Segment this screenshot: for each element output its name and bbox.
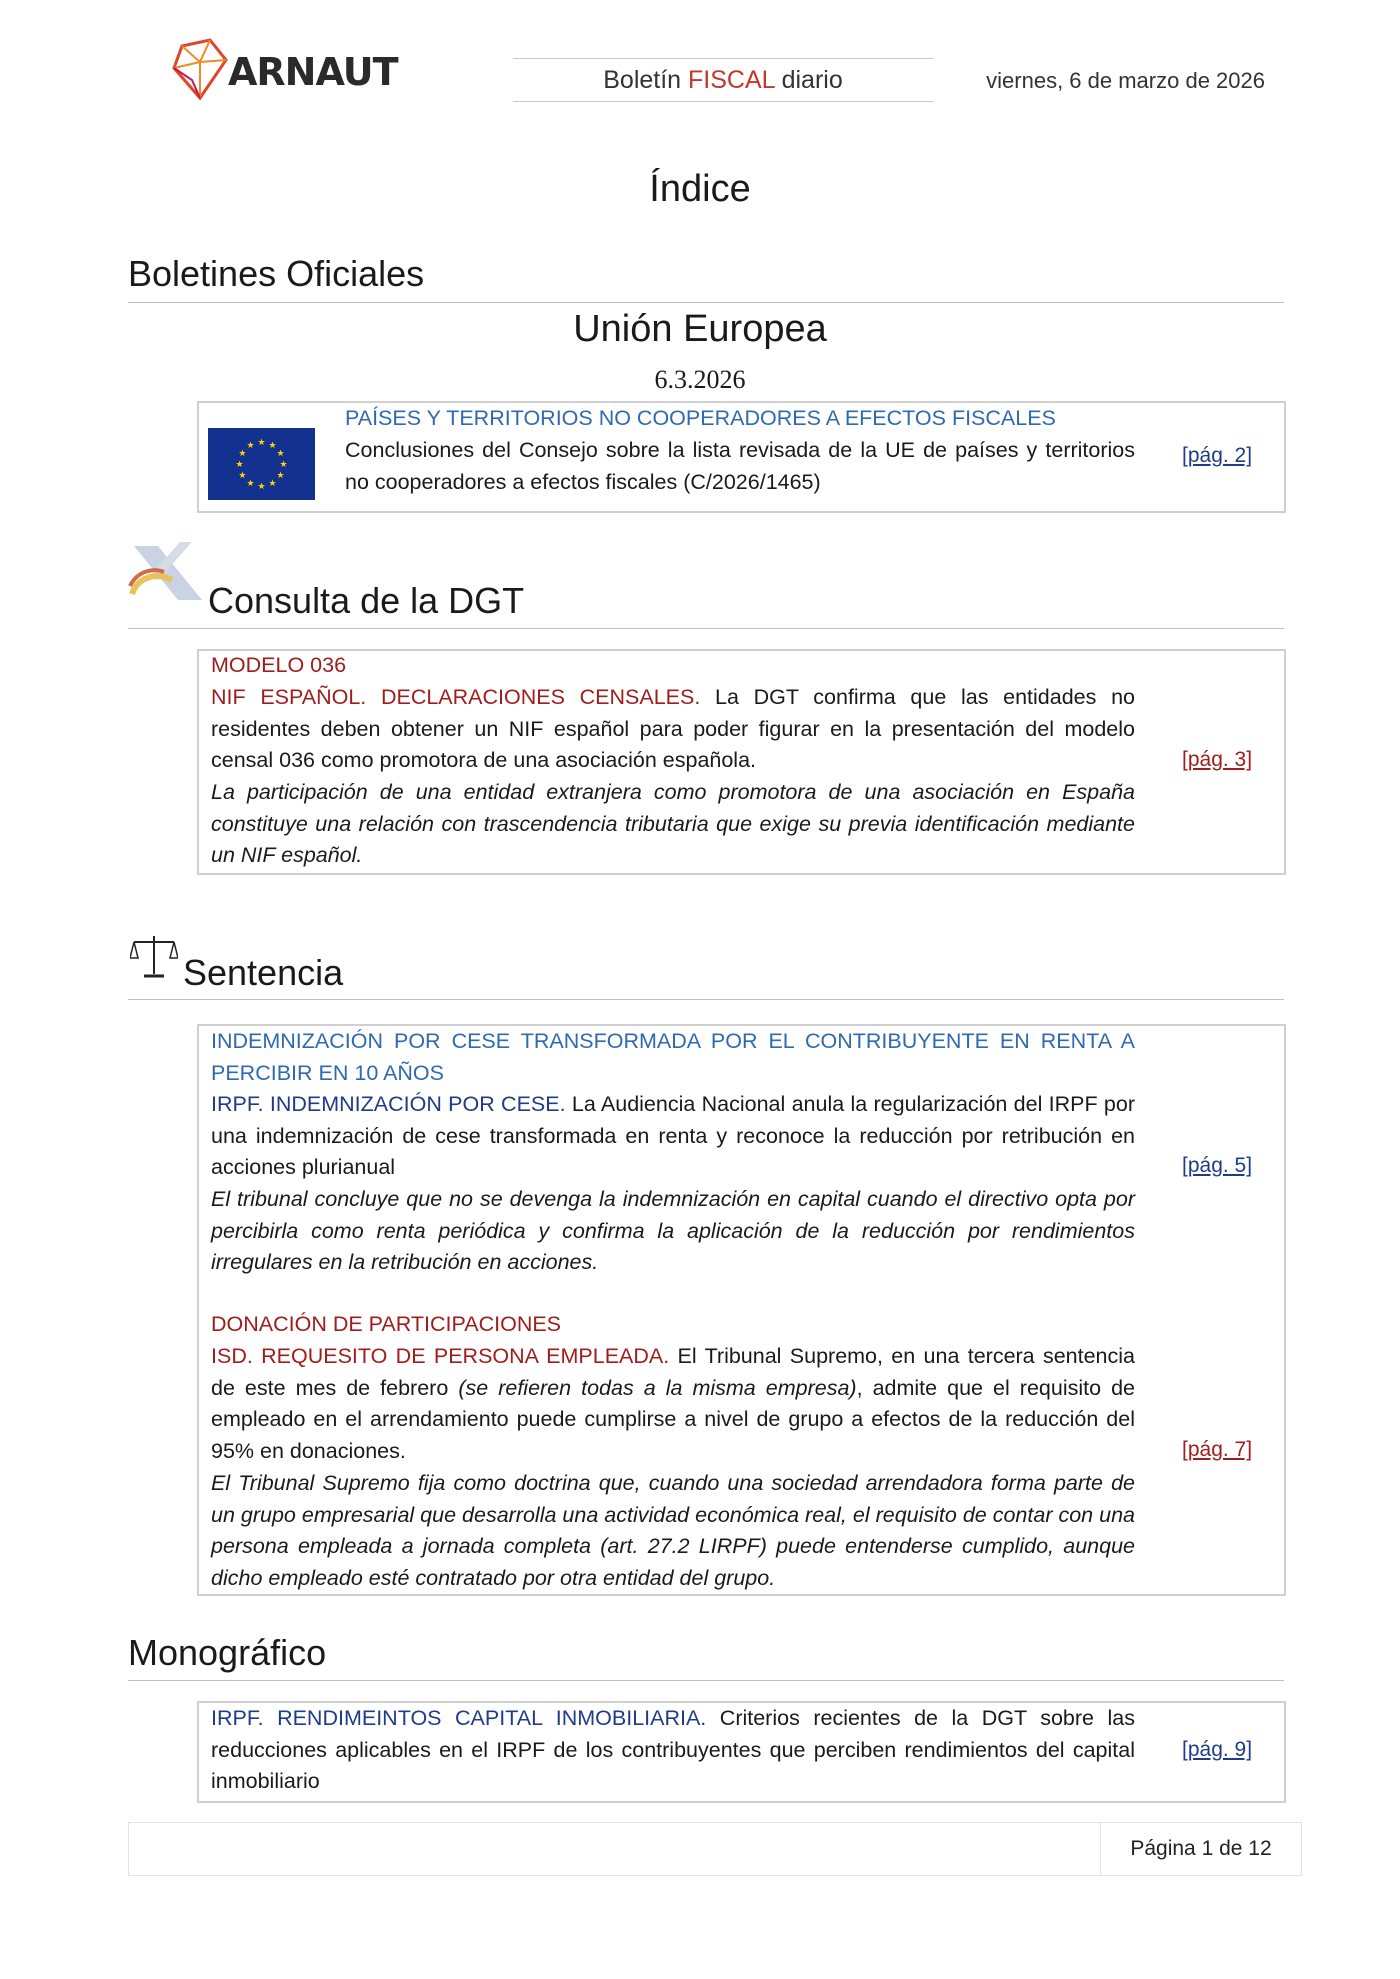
scales-of-justice-icon	[130, 932, 178, 982]
entry-lead: ISD. REQUESITO DE PERSONA EMPLEADA.	[211, 1344, 670, 1368]
entry-body: Conclusiones del Consejo sobre la lista revisada de la UE de países y territorios no cooperadores a efectos fiscales (C/2026/1465)	[345, 438, 1135, 494]
entry-body: ISD. REQUESITO DE PERSONA EMPLEADA. El Tribunal Supremo, en una tercera sentencia de este mes de febrero (se refieren todas a la misma empresa), admite que el requisito de empleado en el arrendamiento puede cumplirse a nivel de grupo a efectos de la reducción del 95% en donaciones.	[211, 1344, 1135, 1463]
page-number: Página 1 de 12	[1100, 1823, 1301, 1875]
divider	[128, 302, 1284, 303]
divider	[128, 628, 1284, 629]
section-title-monografico: Monográfico	[128, 1632, 327, 1673]
entry-lead: NIF ESPAÑOL. DECLARACIONES CENSALES.	[211, 685, 701, 709]
page-link[interactable]: [pág. 2]	[1182, 444, 1253, 467]
eu-star-icon: ★	[268, 478, 277, 489]
entry-body: NIF ESPAÑOL. DECLARACIONES CENSALES. La DGT confirma que las entidades no residentes deben obtener un NIF español para poder figurar en la presentación del modelo censal 036 como promotora de una asociación española.	[211, 685, 1135, 772]
eu-star-icon: ★	[276, 448, 285, 458]
eu-star-icon: ★	[276, 470, 285, 480]
index-title: Índice	[649, 168, 751, 210]
entry-lead: IRPF. INDEMNIZACIÓN POR CESE.	[211, 1092, 566, 1116]
eu-star-icon: ★	[279, 459, 288, 469]
section-title-dgt: Consulta de la DGT	[208, 580, 525, 621]
divider	[128, 999, 1284, 1000]
entry-category: INDEMNIZACIÓN POR CESE TRANSFORMADA POR EL CONTRIBUYENTE EN RENTA A PERCIBIR EN 10 AÑOS	[211, 1029, 1135, 1085]
bulletin-title: Boletín FISCAL diario	[513, 58, 933, 102]
header-date: viernes, 6 de marzo de 2026	[986, 68, 1265, 93]
eu-star-icon: ★	[246, 478, 255, 489]
region-title: Unión Europea	[573, 308, 827, 350]
eu-star-icon: ★	[238, 470, 247, 480]
entry-lead: IRPF. RENDIMEINTOS CAPITAL INMOBILIARIA.	[211, 1706, 707, 1730]
page-footer	[128, 1822, 1302, 1876]
entry-category: MODELO 036	[211, 653, 347, 677]
entry-summary: La participación de una entidad extranjera como promotora de una asociación en España constituye una relación con trascendencia tributaria que exige su previa identificación mediante un NIF español.	[211, 780, 1135, 867]
entry-body: IRPF. RENDIMEINTOS CAPITAL INMOBILIARIA. Criterios recientes de la DGT sobre las reducciones aplicables en el IRPF de los contribuyentes que perciben rendimientos del capital inmobiliario	[211, 1706, 1135, 1793]
eu-flag-icon	[208, 428, 315, 500]
arnaut-logo-icon	[170, 38, 230, 108]
divider	[128, 1680, 1284, 1681]
eu-star-icon: ★	[246, 439, 255, 450]
section-title-boletines: Boletines Oficiales	[128, 253, 425, 294]
eu-star-icon: ★	[235, 459, 244, 469]
entry-summary: El Tribunal Supremo fija como doctrina que, cuando una sociedad arrendadora forma parte de un grupo empresarial que desarrolla una actividad económica real, el requisito de contar con una persona empleada a jornada completa (art. 27.2 LIRPF) puede entenderse cumplido, aunque dicho empleado esté contratado por otra entidad del grupo.	[211, 1471, 1135, 1590]
page-link[interactable]: [pág. 3]	[1182, 748, 1253, 771]
tax-agency-icon	[128, 536, 208, 608]
eu-star-icon: ★	[257, 481, 266, 491]
section-title-sentencia: Sentencia	[183, 952, 344, 993]
logo-text: ARNAUT	[228, 50, 398, 94]
entry-body: IRPF. INDEMNIZACIÓN POR CESE. La Audiencia Nacional anula la regularización del IRPF por una indemnización de cese transformada en renta y reconoce la reducción por retribución en acciones plurianual	[211, 1092, 1135, 1179]
page-link[interactable]: [pág. 5]	[1182, 1154, 1253, 1177]
bulletin-date: 6.3.2026	[654, 365, 746, 394]
entry-category: PAÍSES Y TERRITORIOS NO COOPERADORES A EFECTOS FISCALES	[345, 406, 1056, 430]
entry-category: DONACIÓN DE PARTICIPACIONES	[211, 1312, 562, 1336]
eu-star-icon: ★	[257, 437, 266, 447]
page-link[interactable]: [pág. 7]	[1182, 1438, 1253, 1461]
arnaut-logo	[170, 38, 398, 108]
page-link[interactable]: [pág. 9]	[1182, 1738, 1253, 1761]
eu-star-icon: ★	[268, 439, 277, 450]
eu-star-icon: ★	[238, 448, 247, 458]
entry-summary: El tribunal concluye que no se devenga la indemnización en capital cuando el directivo opta por percibirla como renta periódica y confirma la aplicación de la reducción por rendimientos irregulares en la retribución en acciones.	[211, 1187, 1135, 1274]
